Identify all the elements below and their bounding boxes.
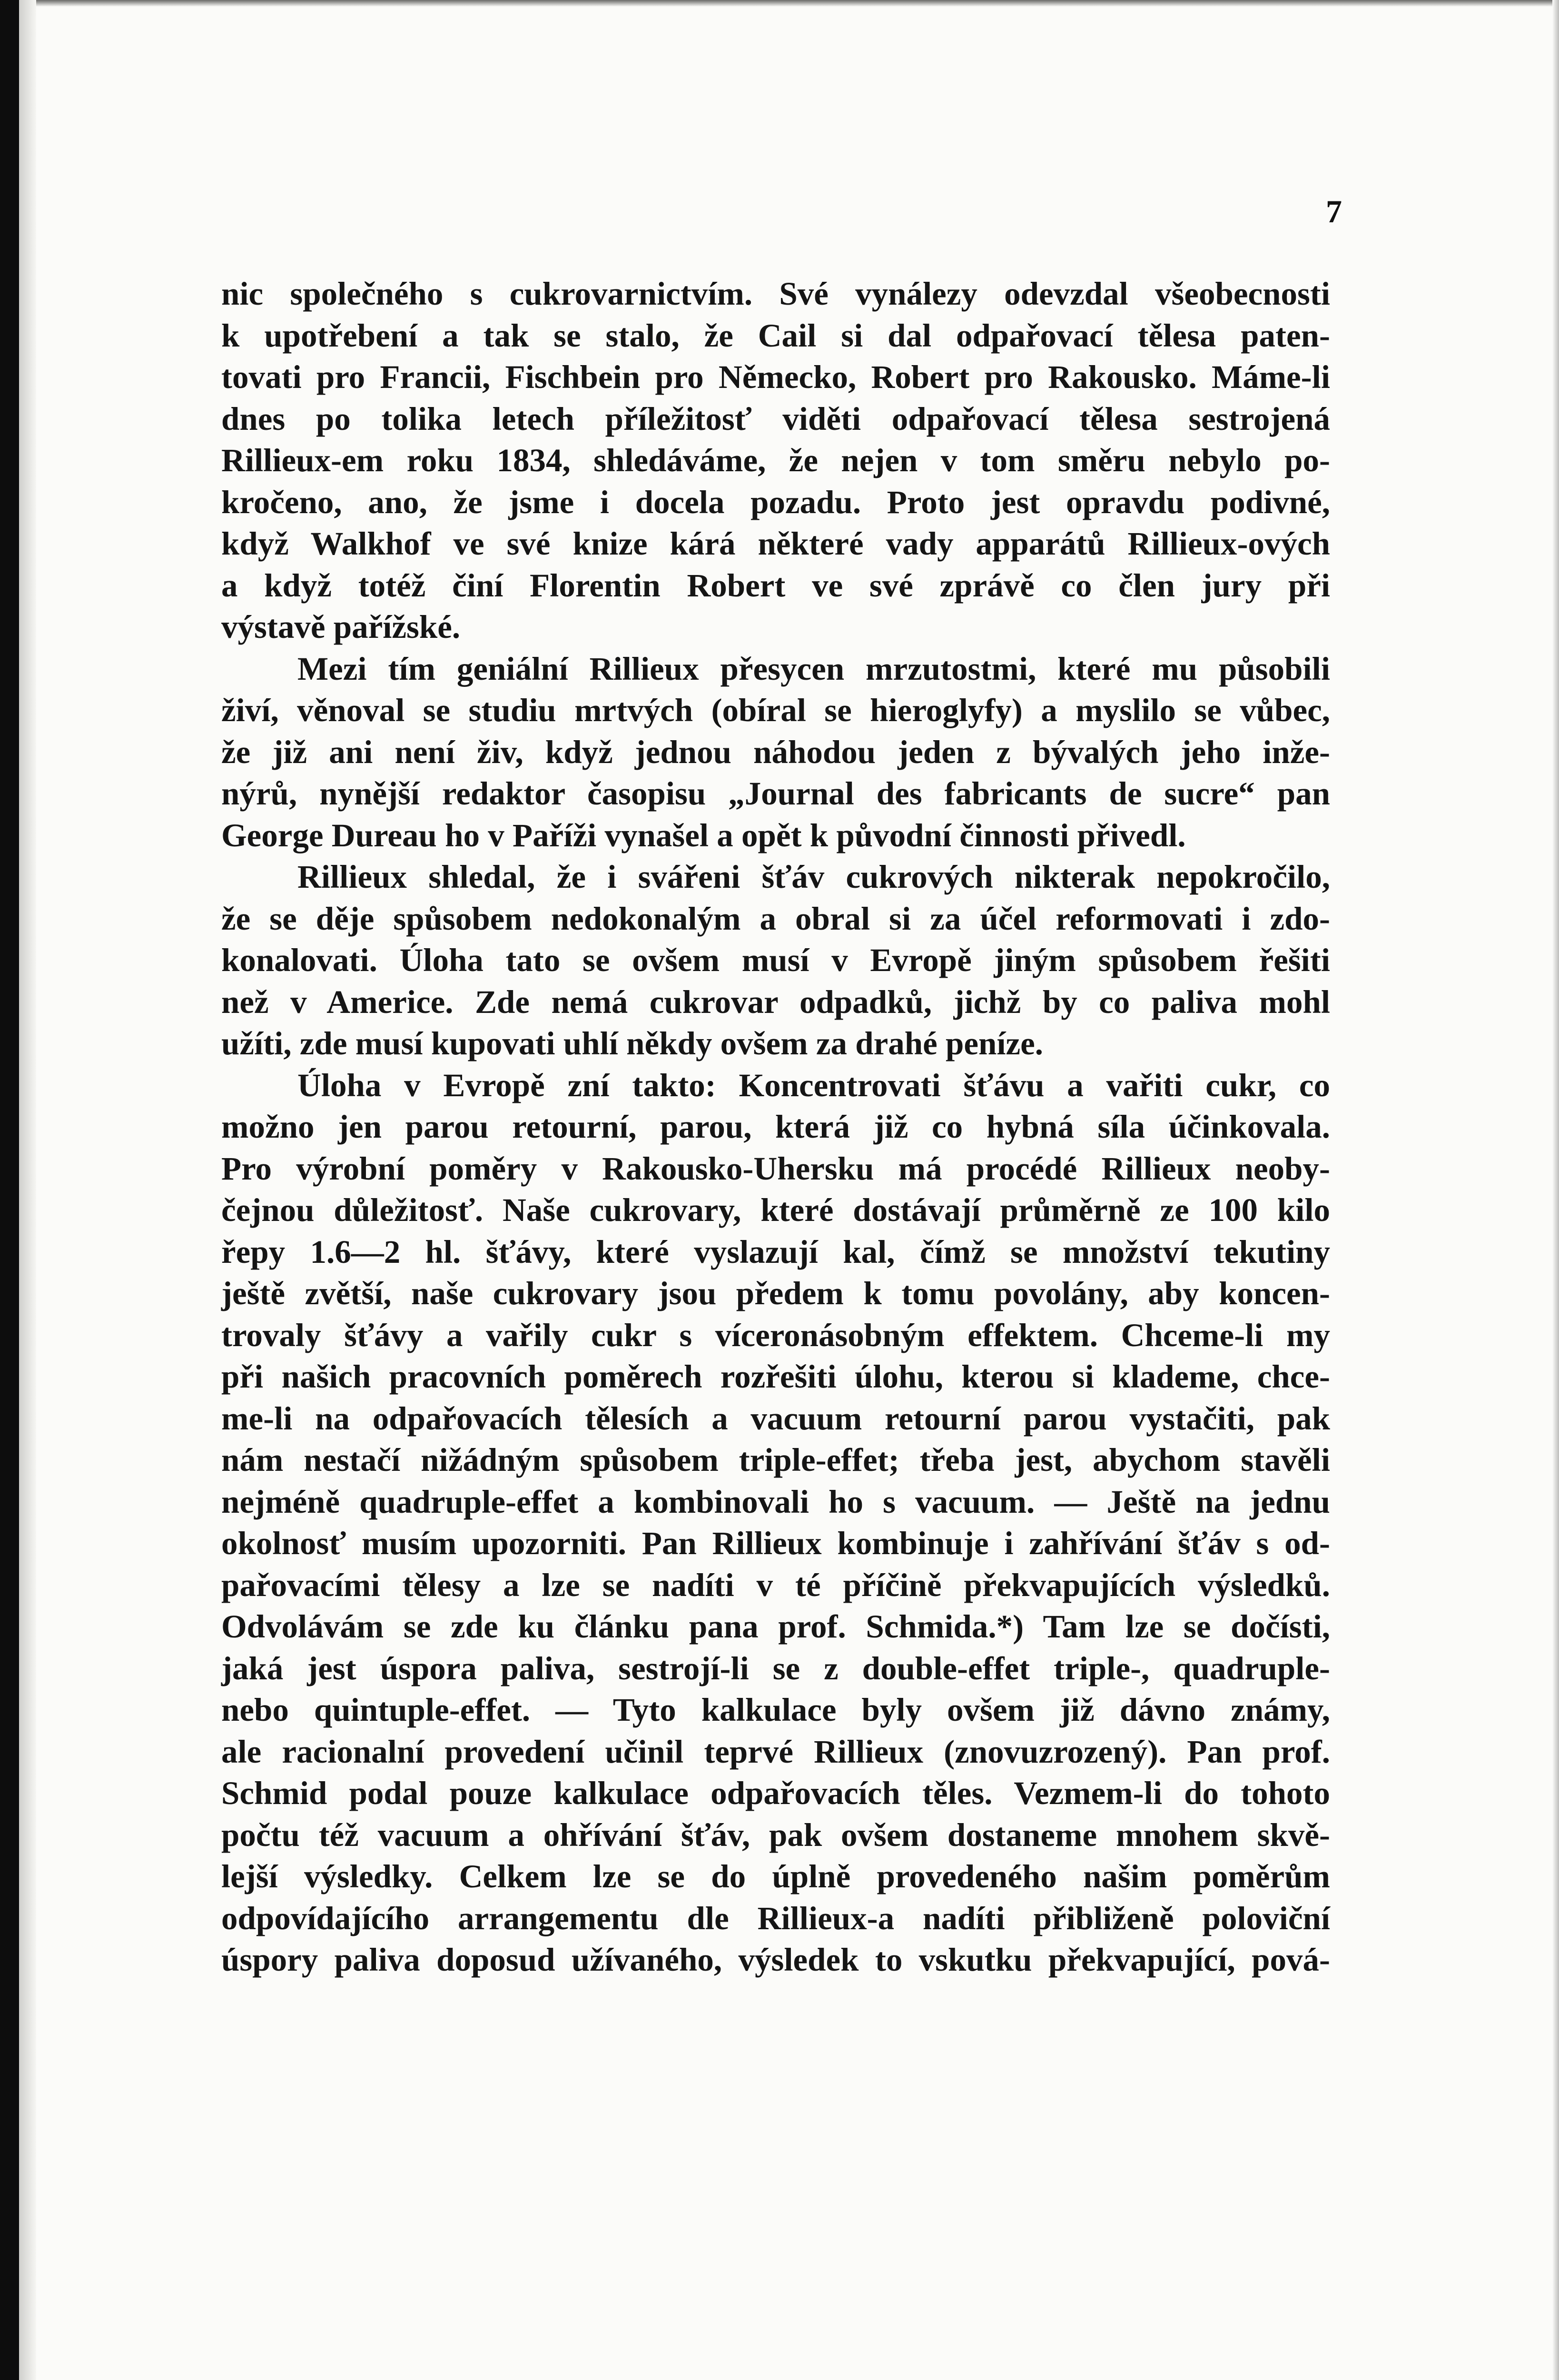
text-line: a když totéž činí Florentin Robert ve své zprávě co člen jury při bbox=[221, 567, 1330, 604]
text-line: dnes po tolika letech příležitosť viděti odpařovací tělesa sestrojená bbox=[221, 400, 1330, 437]
text-line: me-li na odpařovacích tělesích a vacuum retourní parou vystačiti, pak bbox=[221, 1400, 1330, 1437]
text-line: počtu též vacuum a ohřívání šťáv, pak ovšem dostaneme mnohem skvě- bbox=[221, 1816, 1330, 1853]
text-line: jaká jest úspora paliva, sestrojí-li se z double-effet triple-, quadruple- bbox=[221, 1650, 1330, 1686]
text-line: kročeno, ano, že jsme i docela pozadu. Proto jest opravdu podivné, bbox=[221, 484, 1330, 520]
text-line: Rillieux-em roku 1834, shledáváme, že nejen v tom směru nebylo po- bbox=[221, 442, 1330, 478]
body-text bbox=[221, 273, 1330, 1981]
text-line: Pro výrobní poměry v Rakousko-Uhersku má procédé Rillieux neoby- bbox=[221, 1150, 1330, 1187]
text-line: že se děje spůsobem nedokonalým a obral si za účel reformovati i zdo- bbox=[221, 900, 1330, 937]
text-line: než v Americe. Zde nemá cukrovar odpadků, jichž by co paliva mohl bbox=[221, 983, 1330, 1020]
text-line: odpovídajícího arrangementu dle Rillieux-a nadíti přibliženě poloviční bbox=[221, 1900, 1330, 1936]
text-line: nic společného s cukrovarnictvím. Své vynálezy odevzdal všeobecnosti bbox=[221, 276, 1330, 312]
text-line: úspory paliva doposud užívaného, výsledek to vskutku překvapující, pová- bbox=[221, 1942, 1330, 1978]
paragraph bbox=[221, 1065, 1330, 1981]
text-line: tovati pro Francii, Fischbein pro Německo, Robert pro Rakousko. Máme-li bbox=[221, 359, 1330, 395]
text-line: nám nestačí nižádným spůsobem triple-effet; třeba jest, abychom stavěli bbox=[221, 1442, 1330, 1478]
text-line: užíti, zde musí kupovati uhlí někdy ovšem za drahé peníze. bbox=[221, 1025, 1044, 1061]
text-line: lejší výsledky. Celkem lze se do úplně provedeného našim poměrům bbox=[221, 1858, 1330, 1894]
text-line: živí, věnoval se studiu mrtvých (obíral se hieroglyfy) a myslilo se vůbec, bbox=[221, 692, 1330, 728]
text-line: okolnosť musím upozorniti. Pan Rillieux kombinuje i zahřívání šťáv s od- bbox=[221, 1525, 1330, 1561]
gutter-shadow bbox=[19, 0, 36, 2380]
text-line: nejméně quadruple-effet a kombinovali ho s vacuum. — Ještě na jednu bbox=[221, 1483, 1330, 1520]
text-line: řepy 1.6—2 hl. šťávy, které vyslazují kal, čímž se množství tekutiny bbox=[221, 1233, 1330, 1270]
text-line: výstavě pařížské. bbox=[221, 609, 461, 645]
text-line: konalovati. Úloha tato se ovšem musí v Evropě jiným spůsobem řešiti bbox=[221, 942, 1330, 978]
text-line: nebo quintuple-effet. — Tyto kalkulace byly ovšem již dávno známy, bbox=[221, 1692, 1330, 1728]
text-line: možno jen parou retourní, parou, která již co hybná síla účinkovala. bbox=[221, 1109, 1330, 1145]
paragraph bbox=[221, 648, 1330, 857]
text-line: když Walkhof ve své knize kárá některé vady apparátů Rillieux-ových bbox=[221, 526, 1330, 562]
text-line: ale racionalní provedení učinil teprvé Rillieux (znovuzrozený). Pan prof. bbox=[221, 1733, 1330, 1770]
text-line: ještě zvětší, naše cukrovary jsou předem k tomu povolány, aby koncen- bbox=[221, 1275, 1330, 1311]
text-line: Rillieux shledal, že i svářeni šťáv cukrových nikterak nepokročilo, bbox=[297, 859, 1330, 895]
text-line: nýrů, nynější redaktor časopisu „Journal des fabricants de sucre“ pan bbox=[221, 775, 1330, 812]
text-line: Mezi tím geniální Rillieux přesycen mrzutostmi, které mu působili bbox=[297, 650, 1330, 687]
text-line: k upotřebení a tak se stalo, že Cail si dal odpařovací tělesa paten- bbox=[221, 317, 1330, 354]
page-right-edge bbox=[1552, 0, 1559, 2380]
text-line: trovaly šťávy a vařily cukr s víceronásobným effektem. Chceme-li my bbox=[221, 1317, 1330, 1353]
page-number: 7 bbox=[1326, 193, 1342, 229]
text-line: při našich pracovních poměrech rozřešiti úlohu, kterou si klademe, chce- bbox=[221, 1359, 1330, 1395]
text-line: že již ani není živ, když jednou náhodou jeden z bývalých jeho inže- bbox=[221, 734, 1330, 770]
paragraph bbox=[221, 856, 1330, 1065]
page-top-edge bbox=[0, 0, 1559, 7]
text-line: George Dureau ho v Paříži vynašel a opět k původní činnosti přivedl. bbox=[221, 817, 1186, 853]
text-line: Odvolávám se zde ku článku pana prof. Schmida.*) Tam lze se dočísti, bbox=[221, 1608, 1330, 1645]
text-line: Schmid podal pouze kalkulace odpařovacích těles. Vezmem-li do tohoto bbox=[221, 1775, 1330, 1811]
paragraph bbox=[221, 273, 1330, 648]
text-line: čejnou důležitosť. Naše cukrovary, které dostávají průměrně ze 100 kilo bbox=[221, 1192, 1330, 1228]
text-line: pařovacími tělesy a lze se nadíti v té příčině překvapujících výsledků. bbox=[221, 1567, 1330, 1603]
book-spine-edge bbox=[0, 0, 19, 2380]
text-line: Úloha v Evropě zní takto: Koncentrovati šťávu a vařiti cukr, co bbox=[297, 1067, 1330, 1103]
